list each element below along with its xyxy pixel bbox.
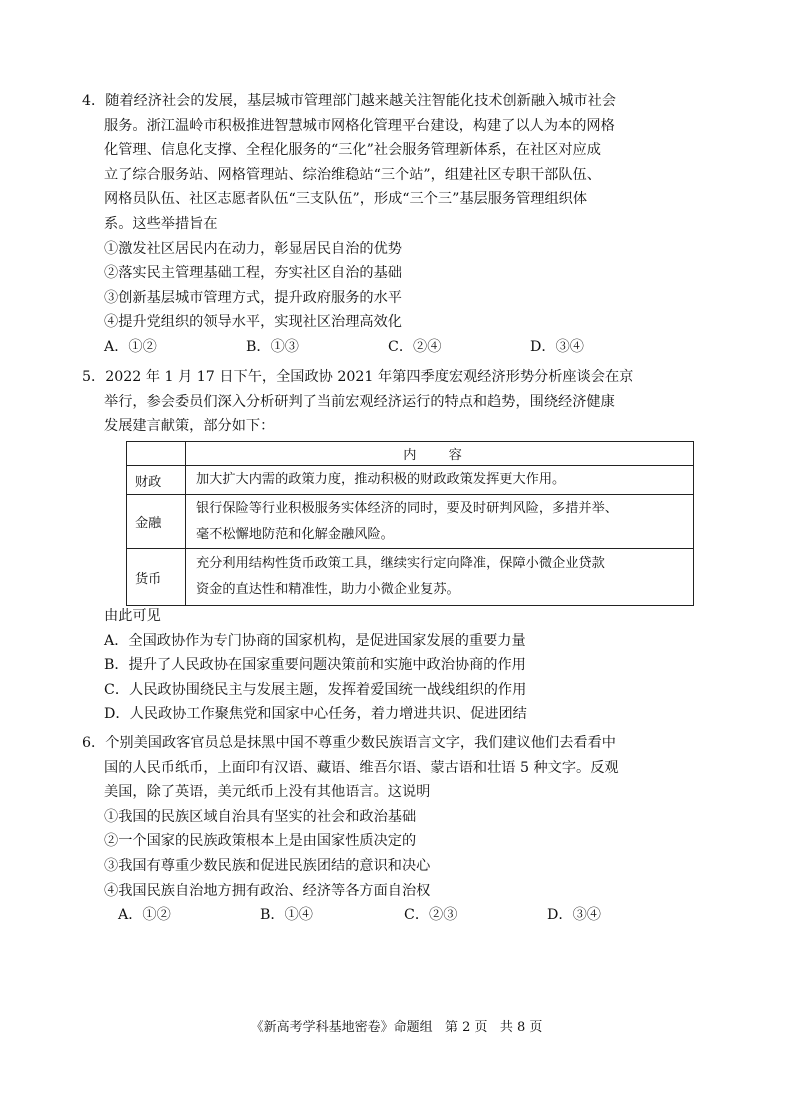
q6-choices	[118, 903, 704, 928]
table-content-line: 银行保险等行业积极服务实体经济的同时，要及时研判风险，多措并举、	[196, 500, 618, 516]
table-content-line: 加大扩大内需的政策力度，推动积极的财政政策发挥更大作用。	[196, 472, 566, 487]
q6-choice-d: D．③④	[547, 907, 601, 924]
q4-choice-c: C．②④	[388, 338, 442, 355]
table-row	[127, 549, 694, 606]
q4-statement-1: ①激发社区居民内在动力，彰显居民自治的优势	[104, 240, 402, 257]
table-row	[127, 466, 694, 495]
q6-statement-3: ③我国有尊重少数民族和促进民族团结的意识和决心	[104, 857, 431, 874]
q5-option-d: D．人民政协工作聚焦党和国家中心任务，着力增进共识、促进团结	[104, 706, 527, 723]
question-4	[82, 89, 704, 360]
table-content	[186, 466, 694, 495]
q6-stem-line: 美国，除了英语，美元纸币上没有其他语言。这说明	[104, 784, 431, 801]
q4-stem-line: 服务。浙江温岭市积极推进智慧城市网格化管理平台建设，构建了以人为本的网格	[104, 117, 615, 134]
q4-choice-b: B．①③	[246, 338, 299, 355]
q5-stem-line: 5．2022 年 1 月 17 日下午，全国政协 2021 年第四季度宏观经济形势分析座谈会在京	[82, 369, 634, 385]
q4-statement-4: ④提升党组织的领导水平，实现社区治理高效化	[104, 314, 402, 331]
q6-choice-c: C．②③	[404, 907, 458, 924]
q4-statement-3: ③创新基层城市管理方式，提升政府服务的水平	[104, 289, 402, 306]
q5-after-text: 由此可见	[104, 608, 161, 624]
q5-option-b: B．提升了人民政协在国家重要问题决策前和实施中政治协商的作用	[104, 657, 526, 674]
q6-choice-a: A．①②	[118, 907, 171, 924]
table-category: 金融	[127, 495, 186, 549]
q4-statement-2: ②落实民主管理基础工程，夯实社区自治的基础	[104, 265, 402, 282]
page-footer: 《新高考学科基地密卷》命题组 第 2 页 共 8 页	[250, 1020, 543, 1035]
q6-statement-2: ②一个国家的民族政策根本上是由国家性质决定的	[104, 833, 417, 850]
q4-choice-a: A．①②	[104, 338, 157, 355]
q6-statement-4: ④我国民族自治地方拥有政治、经济等各方面自治权	[104, 882, 431, 899]
table-content-line: 充分利用结构性货币政策工具，继续实行定向降准，保障小微企业贷款	[196, 556, 605, 571]
table-content	[186, 549, 694, 606]
table-category: 财政	[127, 466, 186, 495]
question-5	[82, 365, 704, 439]
q5-options	[104, 604, 704, 727]
table-content	[186, 495, 694, 549]
q4-choices	[104, 335, 704, 360]
q6-choice-b: B．①④	[260, 907, 313, 924]
q4-choice-d: D．③④	[530, 338, 584, 355]
table-content-line: 毫不松懈地防范和化解金融风险。	[196, 526, 394, 542]
q5-stem-line: 举行，参会委员们深入分析研判了当前宏观经济运行的特点和趋势，围绕经济健康	[104, 393, 615, 410]
q5-option-c: C．人民政协围绕民主与发展主题，发挥着爱国统一战线组织的作用	[104, 681, 527, 698]
q4-stem-line: 化管理、信息化支撑、全程化服务的“三化”社会服务管理新体系，在社区对应成	[104, 142, 601, 159]
table-content-line: 资金的直达性和精准性，助力小微企业复苏。	[196, 582, 460, 597]
q5-option-a: A．全国政协作为专门协商的国家机构，是促进国家发展的重要力量	[104, 632, 526, 649]
q6-statement-1: ①我国的民族区域自治具有坚实的社会和政治基础	[104, 808, 417, 825]
q4-stem-line: 系。这些举措旨在	[104, 215, 218, 232]
table-category: 货币	[127, 549, 186, 606]
q4-stem-line: 网格员队伍、社区志愿者队伍“三支队伍”，形成“三个三”基层服务管理组织体	[104, 191, 588, 208]
q6-stem-line: 6．个别美国政客官员总是抹黑中国不尊重少数民族语言文字，我们建议他们去看看中	[82, 735, 616, 751]
table-row	[127, 495, 694, 549]
q5-proposal-table	[126, 441, 694, 606]
q4-stem-line: 4．随着经济社会的发展，基层城市管理部门越来越关注智能化技术创新融入城市社会	[82, 93, 616, 109]
table-corner-cell	[127, 442, 186, 466]
q5-stem-line: 发展建言献策，部分如下：	[104, 418, 275, 435]
table-header-content: 内 容	[186, 442, 694, 466]
q4-stem-line: 立了综合服务站、网格管理站、综治维稳站“三个站”，组建社区专职干部队伍、	[104, 166, 601, 183]
q6-stem-line: 国的人民币纸币，上面印有汉语、藏语、维吾尔语、蒙古语和壮语 5 种文字。反观	[104, 759, 619, 776]
question-6	[82, 731, 704, 928]
